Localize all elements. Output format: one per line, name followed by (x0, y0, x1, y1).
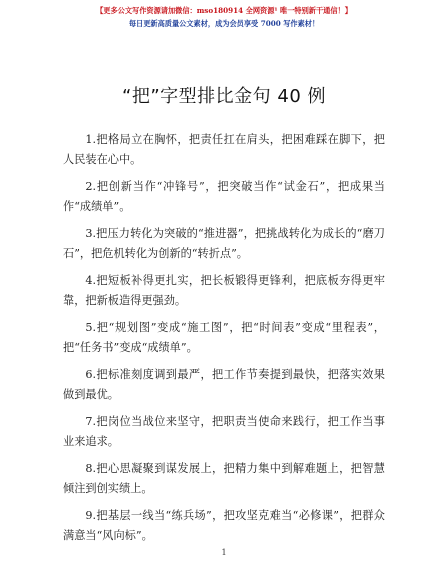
list-item: 2.把创新当作“冲锋号”，把突破当作“试金石”，把成果当作“成绩单”。 (63, 180, 385, 213)
document-title: “把”字型排比金句 40 例 (122, 86, 326, 107)
list-item: 6.把标准刻度调到最严，把工作节奏提到最快，把落实效果做到最优。 (63, 368, 385, 401)
promo-banner-line-1: 【更多公文写作资源请加微信：mso180914 全网资源¹ 唯一特别新干通信！】 (96, 6, 352, 15)
promo-banner-line-2: 每日更新高质量公文素材，成为会员享受 7000 写作素材！ (128, 19, 320, 28)
list-item: 7.把岗位当战位来坚守，把职责当使命来践行，把工作当事业来追求。 (63, 415, 385, 448)
page-number: 1 (221, 548, 227, 557)
list-item: 8.把心思凝聚到谋发展上，把精力集中到解难题上，把智慧倾注到创实绩上。 (63, 462, 385, 495)
sentence-list (63, 130, 385, 553)
list-item: 9.把基层一线当“练兵场”，把攻坚克难当“必修课”，把群众满意当“风向标”。 (63, 509, 385, 542)
list-item: 1.把格局立在胸怀，把责任扛在肩头，把困难踩在脚下，把人民装在心中。 (63, 133, 385, 166)
list-item: 5.把“规划图”变成“施工图”，把“时间表”变成“里程表”，把“任务书”变成“成绩单”。 (63, 321, 385, 354)
list-item: 3.把压力转化为突破的“推进器”，把挑战转化为成长的“磨刀石”，把危机转化为创新的“转折点”。 (63, 227, 385, 260)
list-item: 4.把短板补得更扎实，把长板锻得更锋利，把底板夯得更牢靠，把新板造得更强劲。 (63, 274, 385, 307)
